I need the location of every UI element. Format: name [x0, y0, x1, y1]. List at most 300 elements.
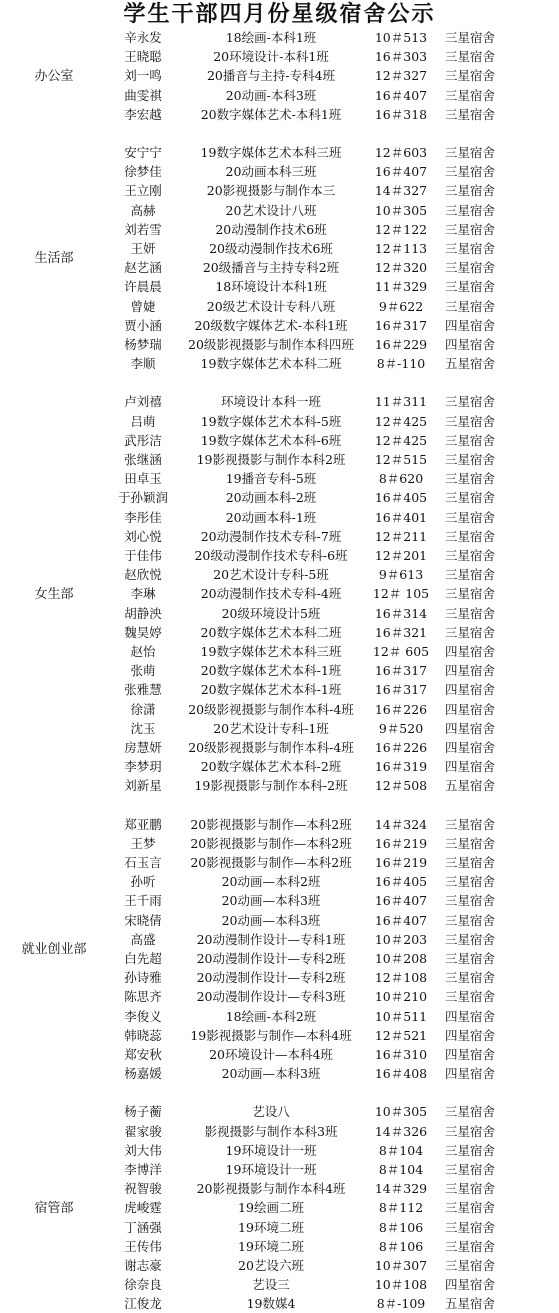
- dorm-rating: 三星宿舍: [444, 1123, 495, 1139]
- student-name: 徐潇: [130, 701, 156, 717]
- room-number: 16＃219: [374, 855, 428, 870]
- table-row: [0, 392, 559, 411]
- room-number: 12＃320: [374, 260, 428, 276]
- class-name: 20动画-本科3班: [225, 87, 317, 103]
- student-name: 刘新星: [124, 778, 162, 794]
- dorm-rating: 三星宿舍: [444, 202, 495, 218]
- dorm-rating: 三星宿舍: [444, 567, 495, 583]
- dorm-rating: 三星宿舍: [444, 528, 495, 544]
- student-name: 李梦玥: [124, 759, 162, 775]
- class-name: 20级影视摄影与制作本科四班: [188, 337, 354, 352]
- dorm-rating: 五星宿舍: [444, 778, 495, 794]
- class-name: 19环境二班: [238, 1219, 304, 1235]
- table-row: [0, 719, 559, 738]
- table-row: [0, 86, 559, 105]
- class-name: 19环境设计一班: [225, 1142, 317, 1158]
- class-name: 20级动漫制作技术6班: [209, 241, 333, 256]
- dorm-rating: 三星宿舍: [444, 912, 495, 928]
- class-name: 20环境设计-本科1班: [213, 49, 329, 65]
- table-row: [0, 1141, 559, 1160]
- dorm-rating: 三星宿舍: [444, 1219, 495, 1235]
- room-number: 12＃508: [374, 778, 428, 794]
- department-label: 办公室: [34, 68, 74, 84]
- table-row: [0, 450, 559, 469]
- dorm-rating: 三星宿舍: [444, 605, 495, 621]
- table-row: [0, 1026, 559, 1045]
- table-row: [0, 661, 559, 680]
- dorm-rating: 三星宿舍: [444, 30, 495, 45]
- dorm-rating: 三星宿舍: [444, 970, 495, 986]
- room-number: 16＃226: [374, 701, 428, 717]
- student-name: 杨梦瑞: [124, 337, 162, 352]
- table-row: [0, 354, 559, 373]
- room-number: 8＃106: [378, 1219, 424, 1235]
- class-name: 20动画—本科2班: [221, 874, 321, 890]
- student-name: 祝智骏: [124, 1181, 162, 1197]
- student-name: 曾婕: [130, 298, 156, 314]
- table-row: [0, 297, 559, 316]
- class-name: 20级数字媒体艺术-本科1班: [194, 317, 348, 333]
- room-number: 14＃327: [374, 183, 428, 199]
- student-name: 辛永发: [124, 30, 162, 45]
- room-number: 14＃326: [374, 1123, 428, 1139]
- room-number: 11＃311: [374, 394, 428, 410]
- student-name: 李顺: [130, 356, 156, 372]
- dorm-rating: 四星宿舍: [444, 337, 495, 352]
- page-title: 学生干部四月份星级宿舍公示: [123, 1, 436, 27]
- class-name: 艺设三: [252, 1277, 290, 1293]
- class-name: 20数字媒体艺术-本科1班: [200, 106, 342, 122]
- dorm-rating: 三星宿舍: [444, 624, 495, 640]
- student-name: 孙诗雅: [124, 970, 162, 986]
- class-name: 环境设计本科一班: [220, 394, 321, 410]
- student-name: 李彤佳: [124, 509, 162, 525]
- room-number: 16＃319: [374, 759, 428, 775]
- class-name: 20数字媒体艺术本科-2班: [200, 759, 342, 775]
- table-row: [0, 968, 559, 987]
- student-name: 翟家骏: [124, 1123, 162, 1139]
- class-name: 20动画本科-2班: [225, 490, 317, 506]
- dorm-rating: 三星宿舍: [444, 1104, 495, 1120]
- class-name: 19数字媒体艺术本科三班: [200, 644, 342, 659]
- room-number: 16＃226: [374, 740, 428, 755]
- class-name: 艺设八: [252, 1104, 290, 1120]
- student-name: 沈玉: [130, 720, 156, 736]
- table-row: [0, 1122, 559, 1141]
- room-number: 12＃ 105: [372, 586, 430, 602]
- student-name: 孙听: [130, 874, 156, 890]
- table-row: [0, 1007, 559, 1026]
- room-number: 8＃104: [378, 1162, 424, 1177]
- dorm-rating: 三星宿舍: [444, 1258, 495, 1273]
- student-name: 杨嘉媛: [124, 1066, 162, 1082]
- student-name: 魏昊婷: [124, 624, 162, 640]
- dorm-rating: 三星宿舍: [444, 931, 495, 947]
- student-name: 王梦: [130, 835, 156, 851]
- room-number: 16＃407: [374, 164, 428, 180]
- room-number: 16＃408: [374, 1066, 428, 1082]
- student-name: 许晨晨: [124, 279, 162, 295]
- class-name: 19影视摄影与制作本科-2班: [194, 778, 348, 794]
- dorm-rating: 三星宿舍: [444, 490, 495, 506]
- dorm-rating: 三星宿舍: [444, 816, 495, 832]
- class-name: 20级影视摄影与制作本科-4班: [188, 740, 354, 755]
- dorm-rating: 三星宿舍: [444, 452, 495, 467]
- room-number: 8＃104: [378, 1142, 424, 1158]
- table-row: [0, 1218, 559, 1237]
- class-name: 20数字媒体艺术本科-1班: [200, 663, 342, 679]
- class-name: 19环境二班: [238, 1238, 304, 1254]
- student-name: 房慧妍: [124, 740, 162, 755]
- class-name: 20级播音与主持专科2班: [202, 260, 340, 276]
- dorm-rating: 三星宿舍: [444, 298, 495, 314]
- room-number: 16＃317: [374, 663, 428, 679]
- table-row: [0, 335, 559, 354]
- room-number: 10＃208: [374, 951, 428, 966]
- student-name: 陈思齐: [124, 989, 162, 1005]
- class-name: 20播音与主持-专科4班: [206, 68, 336, 84]
- dorm-rating: 三星宿舍: [444, 835, 495, 851]
- dorm-rating: 三星宿舍: [444, 893, 495, 909]
- student-name: 胡静泱: [124, 605, 162, 621]
- table-row: [0, 757, 559, 776]
- student-name: 李博洋: [124, 1162, 162, 1177]
- class-name: 20动画—本科3班: [221, 1066, 321, 1082]
- table-row: [0, 220, 559, 239]
- student-name: 王立刚: [124, 183, 162, 199]
- table-row: [0, 911, 559, 930]
- dorm-rating: 三星宿舍: [444, 432, 495, 448]
- class-name: 20动画—本科3班: [221, 893, 321, 909]
- class-name: 20动漫制作技术专科-4班: [200, 586, 342, 602]
- student-name: 刘心悦: [124, 528, 162, 544]
- room-number: 9＃520: [378, 720, 424, 736]
- student-name: 白先超: [124, 951, 162, 966]
- class-name: 19数字媒体艺术本科-6班: [200, 432, 342, 448]
- room-number: 16＃317: [374, 317, 428, 333]
- class-name: 19数字媒体艺术本科二班: [200, 356, 342, 372]
- table-row: [0, 853, 559, 872]
- class-name: 19数媒4: [246, 1296, 296, 1312]
- student-name: 丁涵强: [124, 1219, 162, 1235]
- student-name: 张萌: [130, 663, 156, 679]
- dorm-rating: 四星宿舍: [444, 1047, 495, 1062]
- student-name: 韩晓蕊: [124, 1027, 162, 1043]
- table-row: [0, 469, 559, 488]
- dorm-rating: 三星宿舍: [444, 989, 495, 1005]
- room-number: 12＃515: [374, 452, 428, 467]
- room-number: 8＃-109: [376, 1296, 426, 1312]
- room-number: 16＃405: [374, 490, 428, 506]
- table-row: [0, 277, 559, 296]
- class-name: 影视摄影与制作本科3班: [204, 1123, 338, 1139]
- class-name: 20动画本科-1班: [225, 509, 317, 525]
- table-row: [0, 508, 559, 527]
- class-name: 20艺术设计八班: [225, 202, 317, 218]
- student-name: 谢志豪: [124, 1258, 162, 1273]
- department-label: 就业创业部: [21, 941, 87, 957]
- table-row: [0, 623, 559, 642]
- room-number: 16＃318: [374, 106, 428, 122]
- dorm-rating: 四星宿舍: [444, 701, 495, 717]
- student-name: 王传伟: [124, 1238, 162, 1254]
- table-row: [0, 987, 559, 1006]
- room-number: 9＃613: [378, 567, 424, 583]
- student-name: 赵欣悦: [124, 567, 162, 583]
- department-label: 生活部: [34, 250, 74, 266]
- room-number: 12＃327: [374, 68, 428, 84]
- student-name: 王千雨: [124, 893, 162, 909]
- dorm-rating: 三星宿舍: [444, 164, 495, 180]
- student-name: 张继涵: [124, 452, 162, 467]
- dorm-rating: 三星宿舍: [444, 221, 495, 237]
- dorm-rating: 三星宿舍: [444, 1200, 495, 1216]
- student-name: 李俊义: [124, 1008, 162, 1024]
- room-number: 16＃303: [374, 49, 428, 65]
- class-name: 20影视摄影与制作—本科2班: [190, 816, 352, 832]
- class-name: 20动漫制作设计—专科2班: [196, 970, 346, 986]
- table-row: [0, 1275, 559, 1294]
- class-name: 18绘画-本科1班: [225, 30, 317, 45]
- student-name: 于佳伟: [124, 548, 162, 563]
- room-number: 9＃622: [378, 298, 424, 314]
- student-name: 李琳: [130, 586, 156, 602]
- room-number: 16＃219: [374, 835, 428, 851]
- dorm-rating: 四星宿舍: [444, 720, 495, 736]
- student-name: 曲雯祺: [124, 87, 162, 103]
- table-row: [0, 162, 559, 181]
- room-number: 12＃521: [374, 1027, 428, 1043]
- room-number: 16＃407: [374, 912, 428, 928]
- student-name: 李宏越: [124, 106, 162, 122]
- table-row: [0, 47, 559, 66]
- dorm-rating: 三星宿舍: [444, 471, 495, 487]
- student-name: 杨子蘅: [124, 1104, 162, 1120]
- room-number: 16＃229: [374, 337, 428, 352]
- room-number: 16＃310: [374, 1047, 428, 1062]
- dorm-rating: 三星宿舍: [444, 279, 495, 295]
- room-number: 8＃112: [378, 1200, 424, 1216]
- table-row: [0, 834, 559, 853]
- table-row: [0, 431, 559, 450]
- table-row: [0, 815, 559, 834]
- class-name: 19影视摄影与制作本科2班: [196, 452, 346, 467]
- table-row: [0, 1064, 559, 1083]
- student-name: 安宁宁: [124, 145, 162, 160]
- dorm-rating: 四星宿舍: [444, 759, 495, 775]
- dorm-rating: 三星宿舍: [444, 241, 495, 256]
- class-name: 20艺设六班: [238, 1258, 304, 1273]
- table-row: [0, 316, 559, 335]
- room-number: 14＃324: [374, 816, 428, 832]
- table-row: [0, 105, 559, 124]
- student-name: 吕萌: [130, 413, 156, 429]
- dorm-rating: 四星宿舍: [444, 740, 495, 755]
- dorm-rating: 四星宿舍: [444, 1008, 495, 1024]
- table-row: [0, 604, 559, 623]
- room-number: 10＃108: [374, 1277, 428, 1293]
- student-name: 王妍: [130, 241, 156, 256]
- room-number: 10＃307: [374, 1258, 428, 1273]
- room-number: 10＃203: [374, 931, 428, 947]
- room-number: 12＃603: [374, 145, 428, 160]
- table-row: [0, 546, 559, 565]
- room-number: 12＃113: [374, 241, 428, 256]
- class-name: 20影视摄影与制作—本科2班: [190, 855, 352, 870]
- room-number: 8＃-110: [376, 356, 426, 372]
- class-name: 20动画—本科3班: [221, 912, 321, 928]
- class-name: 18绘画-本科2班: [225, 1008, 317, 1024]
- dorm-rating: 三星宿舍: [444, 145, 495, 160]
- dorm-rating: 三星宿舍: [444, 394, 495, 410]
- class-name: 20级影视摄影与制作本科-4班: [188, 701, 354, 717]
- student-name: 郑亚鹏: [124, 816, 162, 832]
- room-number: 10＃305: [374, 1104, 428, 1120]
- dorm-rating: 四星宿舍: [444, 1277, 495, 1293]
- department-label: 女生部: [34, 586, 74, 602]
- class-name: 20级动漫制作技术专科-6班: [194, 548, 348, 563]
- student-name: 刘大伟: [124, 1142, 162, 1158]
- room-number: 16＃405: [374, 874, 428, 890]
- table-row: [0, 1237, 559, 1256]
- student-name: 郑安秋: [124, 1047, 162, 1062]
- class-name: 20动漫制作设计—专科2班: [196, 951, 346, 966]
- student-name: 江俊龙: [124, 1296, 162, 1312]
- class-name: 20动漫制作技术专科-7班: [200, 528, 342, 544]
- student-name: 石玉言: [124, 855, 162, 870]
- table-row: [0, 1294, 559, 1313]
- table-row: [0, 1256, 559, 1275]
- class-name: 20数字媒体艺术本科二班: [200, 624, 342, 640]
- dorm-rating: 三星宿舍: [444, 586, 495, 602]
- table-row: [0, 891, 559, 910]
- room-number: 16＃407: [374, 87, 428, 103]
- table-row: [0, 872, 559, 891]
- class-name: 20动漫制作设计—专科1班: [196, 931, 346, 947]
- dorm-rating: 三星宿舍: [444, 1181, 495, 1197]
- class-name: 20影视摄影与制作本科4班: [196, 1181, 346, 1197]
- dorm-rating: 五星宿舍: [444, 356, 495, 372]
- student-name: 赵怡: [130, 644, 156, 659]
- dorm-rating: 三星宿舍: [444, 49, 495, 65]
- room-number: 8＃620: [378, 471, 424, 487]
- room-number: 12＃ 605: [372, 644, 430, 659]
- class-name: 20数字媒体艺术本科-1班: [200, 682, 342, 698]
- table-row: [0, 1160, 559, 1179]
- student-name: 刘一鸣: [124, 68, 162, 84]
- room-number: 12＃201: [374, 548, 428, 563]
- dorm-rating: 三星宿舍: [444, 548, 495, 563]
- dorm-rating: 三星宿舍: [444, 87, 495, 103]
- student-name: 高盛: [130, 931, 156, 947]
- dorm-rating: 三星宿舍: [444, 1162, 495, 1177]
- room-number: 10＃210: [374, 989, 428, 1005]
- class-name: 20影视摄影与制作本三: [206, 183, 336, 199]
- department-label: 宿管部: [34, 1200, 74, 1216]
- dorm-rating: 四星宿舍: [444, 644, 495, 659]
- room-number: 16＃321: [374, 624, 428, 640]
- room-number: 16＃407: [374, 893, 428, 909]
- room-number: 12＃425: [374, 413, 428, 429]
- class-name: 20动画本科三班: [225, 164, 317, 180]
- dorm-rating: 三星宿舍: [444, 106, 495, 122]
- room-number: 10＃511: [374, 1008, 428, 1024]
- student-name: 宋晓倩: [124, 912, 162, 928]
- table-row: [0, 642, 559, 661]
- table-row: [0, 143, 559, 162]
- dorm-rating: 四星宿舍: [444, 1027, 495, 1043]
- class-name: 20艺术设计专科-1班: [213, 720, 329, 736]
- table-row: [0, 412, 559, 431]
- class-name: 20艺术设计专科-5班: [213, 567, 329, 583]
- dorm-rating: 三星宿舍: [444, 509, 495, 525]
- table-row: [0, 565, 559, 584]
- room-number: 12＃108: [374, 970, 428, 986]
- class-name: 20动漫制作设计—专科3班: [196, 989, 346, 1005]
- dorm-rating: 四星宿舍: [444, 317, 495, 333]
- room-number: 8＃106: [378, 1238, 424, 1254]
- dorm-rating: 三星宿舍: [444, 855, 495, 870]
- dorm-rating: 三星宿舍: [444, 1142, 495, 1158]
- student-name: 高赫: [130, 202, 156, 218]
- class-name: 18环境设计本科1班: [215, 279, 327, 295]
- room-number: 16＃317: [374, 682, 428, 698]
- table-row: [0, 776, 559, 795]
- room-number: 12＃211: [374, 528, 428, 544]
- dorm-rating: 四星宿舍: [444, 1066, 495, 1082]
- table-row: [0, 1045, 559, 1064]
- student-name: 田卓玉: [124, 471, 162, 487]
- class-name: 20动漫制作技术6班: [215, 221, 327, 237]
- student-name: 刘若雪: [124, 221, 162, 237]
- room-number: 16＃314: [374, 605, 428, 621]
- table-row: [0, 181, 559, 200]
- student-name: 卢刘禧: [124, 394, 162, 410]
- table-row: [0, 201, 559, 220]
- student-name: 武彤洁: [124, 432, 162, 448]
- table-row: [0, 680, 559, 699]
- dorm-rating: 五星宿舍: [444, 1296, 495, 1312]
- dorm-rating: 三星宿舍: [444, 413, 495, 429]
- class-name: 19数字媒体艺术本科-5班: [200, 413, 342, 429]
- student-name: 于孙颖润: [117, 490, 168, 506]
- student-name: 赵艺涵: [124, 260, 162, 276]
- table-row: [0, 700, 559, 719]
- class-name: 20影视摄影与制作—本科2班: [190, 835, 352, 851]
- dorm-rating: 三星宿舍: [444, 951, 495, 966]
- class-name: 19影视摄影与制作—本科4班: [190, 1027, 352, 1043]
- room-number: 10＃305: [374, 202, 428, 218]
- student-name: 徐梦佳: [124, 164, 162, 180]
- student-name: 王晓聪: [124, 49, 162, 65]
- class-name: 19播音专科-5班: [225, 471, 317, 487]
- dorm-rating: 三星宿舍: [444, 183, 495, 199]
- student-name: 贾小涵: [124, 317, 162, 333]
- dorm-rating: 三星宿舍: [444, 1238, 495, 1254]
- table-row: [0, 1179, 559, 1198]
- dorm-rating: 三星宿舍: [444, 874, 495, 890]
- student-name: 徐奈良: [124, 1277, 162, 1293]
- dorm-rating: 四星宿舍: [444, 663, 495, 679]
- table-row: [0, 527, 559, 546]
- table-row: [0, 1102, 559, 1121]
- table-row: [0, 488, 559, 507]
- room-number: 11＃329: [374, 279, 428, 295]
- table-row: [0, 28, 559, 47]
- class-name: 19数字媒体艺术本科三班: [200, 145, 342, 160]
- student-name: 张雅慧: [124, 682, 162, 698]
- room-number: 10＃513: [374, 30, 428, 45]
